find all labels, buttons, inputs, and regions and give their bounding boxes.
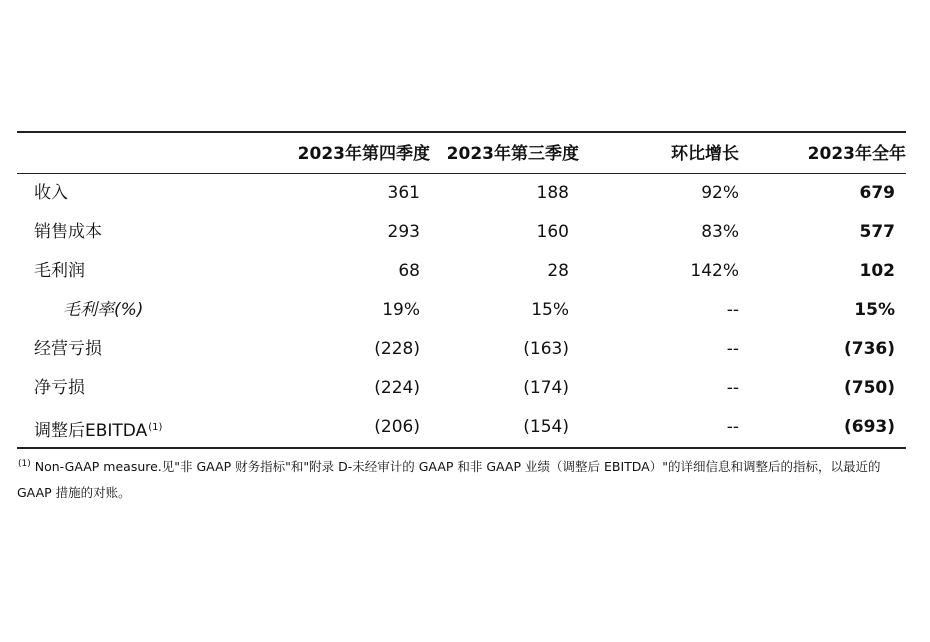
cell-q4: (224) (374, 378, 420, 398)
table-row (17, 174, 906, 213)
header-fy-2023: 2023年全年 (807, 144, 906, 164)
row-label: 收入 (34, 183, 68, 203)
footnote-marker: (1) (148, 422, 163, 433)
row-label: 净亏损 (34, 378, 85, 398)
table-header-row (17, 133, 906, 173)
cell-q3: (154) (523, 417, 569, 437)
cell-q4: (206) (374, 417, 420, 437)
cell-qoq: 92% (701, 183, 739, 203)
row-label: 毛利润 (34, 261, 85, 281)
cell-q3: 28 (547, 261, 569, 281)
cell-qoq: -- (726, 339, 739, 359)
cell-q3: (163) (523, 339, 569, 359)
table-row (17, 330, 906, 369)
cell-qoq: -- (726, 300, 739, 320)
cell-fy: 15% (854, 300, 895, 320)
table-row (17, 213, 906, 252)
table-row (17, 291, 906, 330)
cell-q4: 19% (382, 300, 420, 320)
footnote (17, 451, 917, 506)
cell-qoq: -- (726, 378, 739, 398)
cell-q4: 68 (398, 261, 420, 281)
cell-q4: 361 (387, 183, 420, 203)
cell-fy: (736) (843, 339, 895, 359)
cell-fy: 577 (859, 222, 895, 242)
table-row (17, 252, 906, 291)
header-q3-2023: 2023年第三季度 (446, 144, 579, 164)
table-row (17, 369, 906, 408)
cell-qoq: 83% (701, 222, 739, 242)
cell-fy: (693) (843, 417, 895, 437)
cell-q4: 293 (387, 222, 420, 242)
row-label: 销售成本 (34, 222, 102, 242)
row-label-text: 调整后EBITDA (34, 421, 148, 441)
cell-fy: 102 (859, 261, 895, 281)
cell-fy: 679 (859, 183, 895, 203)
row-label: 毛利率(%) (63, 300, 144, 320)
table-row (17, 408, 906, 447)
cell-qoq: -- (726, 417, 739, 437)
header-qoq-growth: 环比增长 (671, 144, 739, 164)
cell-q3: 15% (531, 300, 569, 320)
cell-qoq: 142% (690, 261, 739, 281)
financial-summary-table (17, 131, 906, 449)
row-label: 经营亏损 (34, 339, 102, 359)
cell-q3: 188 (536, 183, 569, 203)
header-q4-2023: 2023年第四季度 (297, 144, 430, 164)
footnote-marker: (1) (18, 459, 31, 469)
row-label (34, 408, 162, 451)
cell-q3: 160 (536, 222, 569, 242)
cell-q4: (228) (374, 339, 420, 359)
cell-fy: (750) (843, 378, 895, 398)
cell-q3: (174) (523, 378, 569, 398)
footnote-text: Non-GAAP measure.见"非 GAAP 财务指标"和"附录 D-未经审计的 GAAP 和非 GAAP 业绩（调整后 EBITDA）"的详细信息和调整后的指标，以最近的 GAAP 措施的对账。 (17, 459, 881, 500)
